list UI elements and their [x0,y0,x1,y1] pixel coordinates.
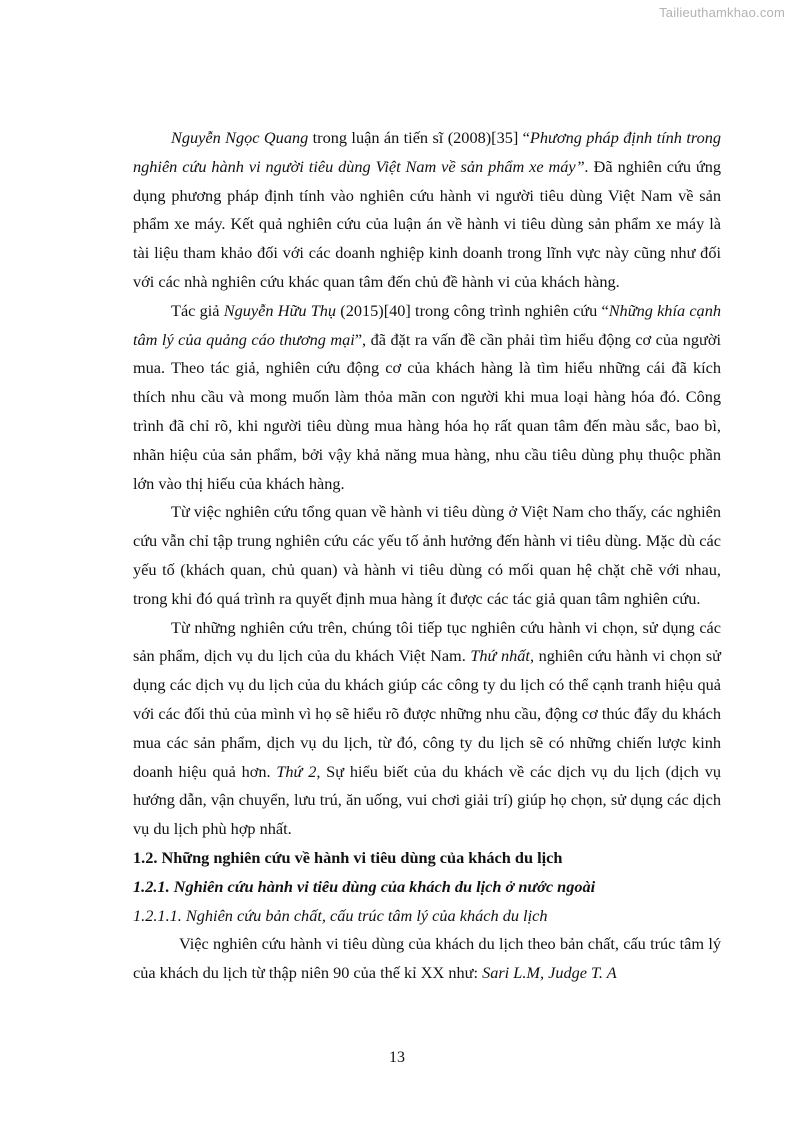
watermark: Tailieuthamkhao.com [659,5,785,20]
subsubsection-heading: 1.2.1.1. Nghiên cứu bản chất, cấu trúc tâm lý của khách du lịch [133,905,548,925]
paragraph-5: Việc nghiên cứu hành vi tiêu dùng của khách du lịch theo bản chất, cấu trúc tâm lý của khách du lịch từ thập niên 90 của thế kỉ XX như: Sari L.M, Judge T. A [133,934,721,983]
section-heading: 1.2. Những nghiên cứu về hành vi tiêu dùng của khách du lịch [133,847,563,867]
paragraph-4: Từ những nghiên cứu trên, chúng tôi tiếp tục nghiên cứu hành vi chọn, sử dụng các sản phẩm, dịch vụ du lịch của du khách Việt Nam. Thứ nhất, nghiên cứu hành vi chọn sử dụng các dịch vụ du lịch của du khách giúp các công ty du lịch có thể cạnh tranh hiệu quả với các đối thủ của mình vì họ sẽ hiểu rõ được những nhu cầu, động cơ thúc đẩy du khách mua các sản phẩm, dịch vụ du lịch, từ đó, công ty du lịch sẽ có những chiến lược kinh doanh hiệu quả hơn. Thứ 2, Sự hiểu biết của du khách về các dịch vụ du lịch (dịch vụ hướng dẫn, vận chuyển, lưu trú, ăn uống, vui chơi giải trí) giúp họ chọn, sử dụng các dịch vụ du lịch phù hợp nhất. [133,617,722,839]
paragraph-1: Nguyễn Ngọc Quang trong luận án tiến sĩ (2008)[35] “Phương pháp định tính trong nghiên cứu hành vi người tiêu dùng Việt Nam về sản phẩm xe máy”. Đã nghiên cứu ứng dụng phương pháp định tính vào nghiên cứu hành vi người tiêu dùng Việt Nam về sản phẩm xe máy. Kết quả nghiên cứu của luận án về hành vi tiêu dùng sản phẩm xe máy là tài liệu tham khảo đối với các doanh nghiệp kinh doanh trong lĩnh vực này cũng như đối với các nhà nghiên cứu khác quan tâm đến chủ đề hành vi của khách hàng. [133,128,722,291]
work-title: Những khía cạnh tâm lý của quảng cáo thương mại [133,300,721,349]
author-name: Nguyễn Ngọc Quang [171,128,309,147]
author-name: Sari L.M, Judge T. A [482,963,617,983]
author-name: Nguyễn Hữu Thụ [223,300,337,320]
paragraph-2: Tác giả Nguyễn Hữu Thụ (2015)[40] trong công trình nghiên cứu “Những khía cạnh tâm lý của quảng cáo thương mại”, đã đặt ra vấn đề cần phải tìm hiểu động cơ của người mua. Theo tác giả, nghiên cứu động cơ của khách hàng là tìm hiểu những cái đã kích thích nhu cầu và mong muốn làm thỏa mãn con người khi mua loại hàng hóa đó. Công trình đã chỉ rõ, khi người tiêu dùng mua hàng hóa họ rất quan tâm đến màu sắc, bao bì, nhãn hiệu của sản phẩm, bởi vậy khả năng mua hàng, nhu cầu tiêu dùng phụ thuộc phần lớn vào thị hiếu của khách hàng. [133,300,721,493]
page-body [133,124,721,988]
subsection-heading: 1.2.1. Nghiên cứu hành vi tiêu dùng của khách du lịch ở nước ngoài [133,876,596,896]
paragraph-3: Từ việc nghiên cứu tổng quan về hành vi tiêu dùng ở Việt Nam cho thấy, các nghiên cứu vẫn chỉ tập trung nghiên cứu các yếu tố ảnh hưởng đến hành vi tiêu dùng. Mặc dù các yếu tố (khách quan, chủ quan) và hành vi tiêu dùng có mối quan hệ chặt chẽ với nhau, trong khi đó quá trình ra quyết định mua hàng ít được các tác giả quan tâm nghiên cứu. [133,502,721,608]
work-title: Phương pháp định tính trong nghiên cứu hành vi người tiêu dùng Việt Nam về sản phẩm xe máy”. [133,128,722,176]
page-number: 13 [389,1049,405,1066]
